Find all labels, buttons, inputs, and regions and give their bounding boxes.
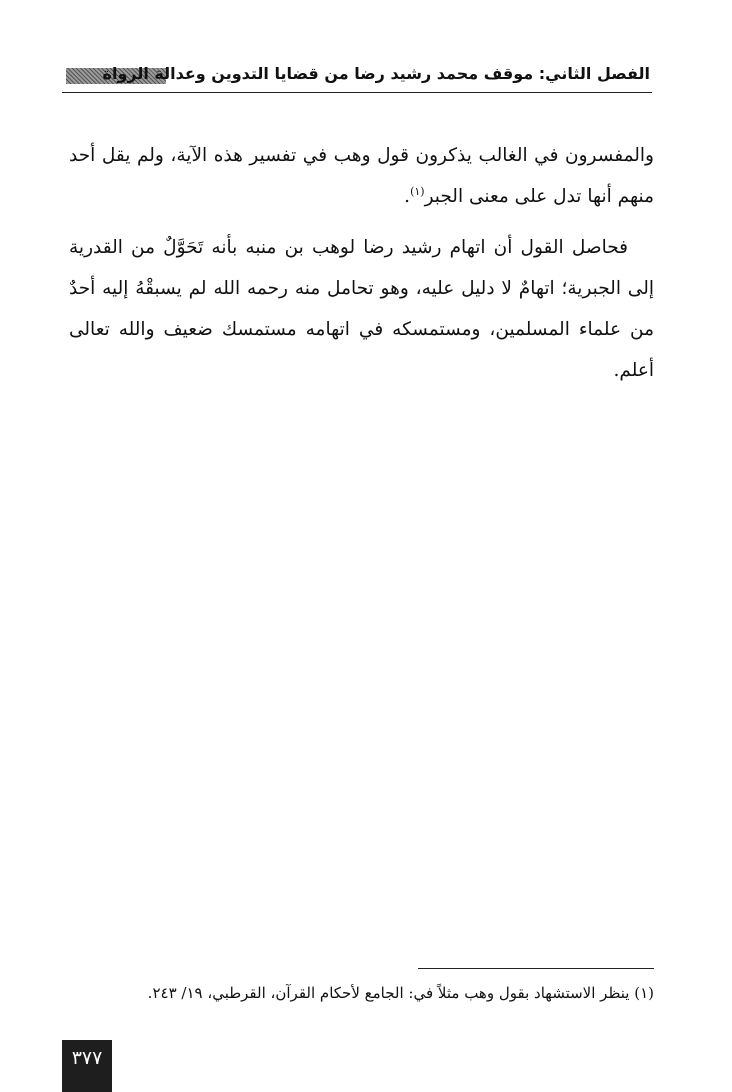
chapter-title: الفصل الثاني: موقف محمد رشيد رضا من قضايا التدوين وعدالة الرواة [102,64,650,83]
paragraph-1 [69,135,654,217]
paragraph-2: فحاصل القول أن اتهام رشيد رضا لوهب بن منبه بأنه تَحَوَّلٌ من القدرية إلى الجبرية؛ اتهامٌ لا دليل عليه، وهو تحامل منه رحمه الله لم يسبقْهُ إليه أحدٌ من علماء المسلمين، ومستمسكه في اتهامه مستمسك ضعيف والله تعالى أعلم. [69,237,654,381]
paragraph-1-text: والمفسرون في الغالب يذكرون قول وهب في تفسير هذه الآية، ولم يقل أحد منهم أنها تدل على معنى الجبر [69,145,654,207]
page-number: ٣٧٧ [62,1040,112,1092]
running-header [62,62,652,93]
paragraph-1-end: . [404,186,411,207]
footnote-reference[interactable]: (١) [410,184,425,198]
main-text [69,135,654,391]
footnote: (١) ينظر الاستشهاد بقول وهب مثلاً في: الجامع لأحكام القرآن، القرطبي، ١٩/ ٢٤٣. [147,984,654,1002]
footnote-divider [418,968,654,969]
